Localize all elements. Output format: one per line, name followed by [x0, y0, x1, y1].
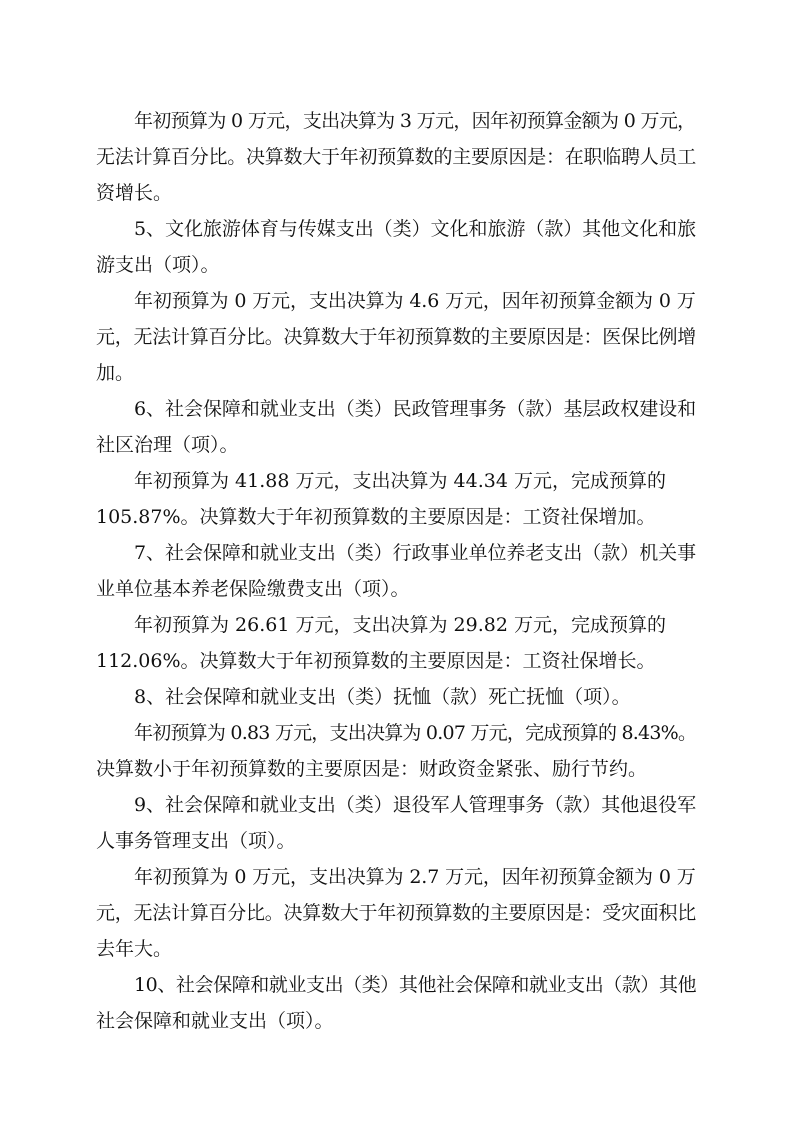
paragraph-line: 无法计算百分比。决算数大于年初预算数的主要原因是：在职临聘人员工: [96, 146, 697, 168]
paragraph: [96, 463, 696, 535]
paragraph-line: 年初预算为 0 万元，支出决算为 3 万元，因年初预算金额为 0 万元，: [134, 110, 696, 132]
paragraph-line: 年初预算为 0 万元，支出决算为 4.6 万元，因年初预算金额为 0 万: [134, 290, 696, 312]
paragraph-line: 决算数小于年初预算数的主要原因是：财政资金紧张、励行节约。: [96, 758, 648, 780]
paragraph-line: 5、文化旅游体育与传媒支出（类）文化和旅游（款）其他文化和旅: [134, 218, 697, 240]
paragraph-line: 6、社会保障和就业支出（类）民政管理事务（款）基层政权建设和: [134, 398, 697, 420]
paragraph-line: 社区治理（项）。: [96, 434, 239, 456]
paragraph-line: 7、社会保障和就业支出（类）行政事业单位养老支出（款）机关事: [134, 542, 697, 564]
paragraph: [96, 607, 696, 679]
paragraph-line: 年初预算为 41.88 万元，支出决算为 44.34 万元，完成预算的: [134, 470, 666, 492]
paragraph: [96, 391, 696, 463]
paragraph-line: 112.06%。决算数大于年初预算数的主要原因是：工资社保增长。: [96, 650, 656, 672]
paragraph-line: 业单位基本养老保险缴费支出（项）。: [96, 578, 410, 600]
paragraph-line: 8、社会保障和就业支出（类）抚恤（款）死亡抚恤（项）。: [134, 686, 631, 708]
paragraph-line: 去年大。: [96, 938, 173, 960]
paragraph-line: 社会保障和就业支出（项）。: [96, 1010, 334, 1032]
paragraph: [96, 859, 696, 967]
paragraph-line: 105.87%。决算数大于年初预算数的主要原因是：工资社保增加。: [96, 506, 656, 528]
paragraph: [96, 535, 696, 607]
paragraph-line: 元，无法计算百分比。决算数大于年初预算数的主要原因是：医保比例增: [96, 326, 697, 348]
paragraph-line: 10、社会保障和就业支出（类）其他社会保障和就业支出（款）其他: [134, 974, 697, 996]
paragraph-line: 元，无法计算百分比。决算数大于年初预算数的主要原因是：受灾面积比: [96, 902, 697, 924]
document-body: [96, 103, 696, 1039]
paragraph-line: 资增长。: [96, 182, 173, 204]
paragraph-line: 9、社会保障和就业支出（类）退役军人管理事务（款）其他退役军: [134, 794, 697, 816]
paragraph: [96, 967, 696, 1039]
paragraph-line: 游支出（项）。: [96, 254, 220, 276]
paragraph-line: 年初预算为 26.61 万元，支出决算为 29.82 万元，完成预算的: [134, 614, 666, 636]
paragraph: [96, 787, 696, 859]
paragraph-line: 年初预算为 0 万元，支出决算为 2.7 万元，因年初预算金额为 0 万: [134, 866, 696, 888]
paragraph-line: 年初预算为 0.83 万元，支出决算为 0.07 万元，完成预算的 8.43%。: [134, 722, 697, 744]
paragraph: [96, 283, 696, 391]
paragraph: [96, 715, 696, 787]
paragraph: [96, 103, 696, 211]
paragraph-line: 人事务管理支出（项）。: [96, 830, 296, 852]
paragraph: [96, 211, 696, 283]
paragraph-line: 加。: [96, 362, 135, 384]
paragraph: [96, 679, 696, 715]
